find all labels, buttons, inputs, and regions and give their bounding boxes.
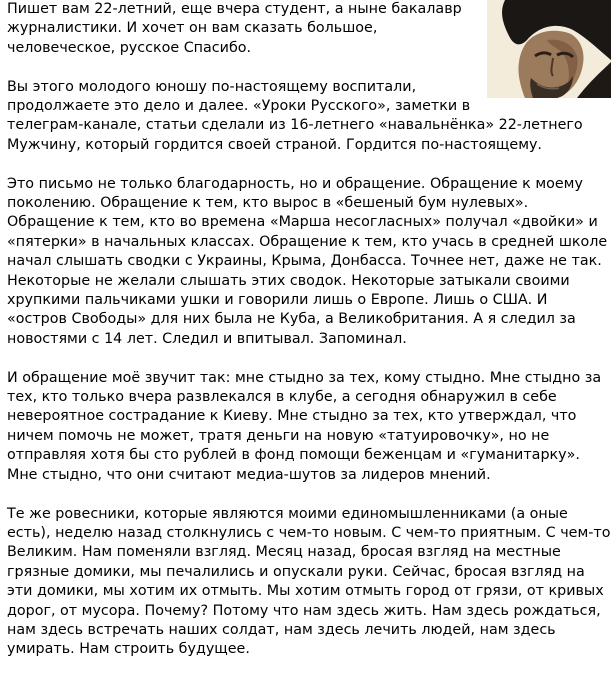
article-body — [7, 0, 611, 679]
paragraph-appeal: Это письмо не только благодарность, но и обращение. Обращение к моему поколению. Обращение к тем, кто вырос в «бешеный бум нулевых». Обращение к тем, кто во времена «Марша несогласных» получал «двойки» и «пятерки» в начальных классах. Обращение к тем, кто учась в средней школе начал слышать сводки с Украины, Крыма, Донбасса. Точнее нет, даже не так. Некоторые не желали слышать этих сводок. Некоторые затыкали своими хрупкими пальчиками ушки и говорили лишь о Европе. Лишь о США. И «остров Свободы» для них была не Куба, а Великобритания. А я следил за новостями с 14 лет. Следил и впитывал. Запоминал. — [7, 175, 608, 347]
paragraph-shame: И обращение моё звучит так: мне стыдно за тех, кому стыдно. Мне стыдно за тех, кто только вчера развлекался в клубе, а сегодня обнаружил в себе невероятное сострадание к Киеву. Мне стыдно за тех, кто утверждал, что ничем помочь не может, тратя деньги на новую «татуировочку», но не отправляя хотя бы сто рублей в фонд помощи беженцам и «гуманитарку». Мне стыдно, что они считают медиа-шутов за лидеров мнений. — [7, 369, 602, 483]
paragraph-gratitude: Пишет вам 22-летний, еще вчера студент, а ныне бакалавр журналистики. И хочет он вам сказать большое, человеческое, русское Спасибо. — [7, 1, 462, 56]
portrait-photo-icon — [487, 0, 611, 98]
paragraph-future: Те же ровесники, которые являются моими единомышленниками (а оные есть), неделю назад столкнулись с чем-то новым. С чем-то приятным. С чем-то Великим. Нам поменяли взгляд. Месяц назад, бросая взгляд на местные грязные домики, мы печалились и опускали руки. Сейчас, бросая взгляд на эти домики, мы хотим их отмыть. Мы хотим отмыть город от грязи, от кривых дорог, от мусора. Почему? Потому что нам здесь жить. Нам здесь рождаться, нам здесь встречать наших солдат, нам здесь лечить людей, нам здесь умирать. Нам строить будущее. — [7, 505, 611, 658]
author-portrait-image — [487, 0, 611, 98]
paragraph-upbringing: Вы этого молодого юношу по-настоящему воспитали, продолжаете это дело и далее. «Уроки Русского», заметки в телеграм-канале, статьи сделали из 16-летнего «навальнёнка» 22-летнего Мужчину, который гордится своей страной. Гордится по-настоящему. — [7, 78, 583, 153]
